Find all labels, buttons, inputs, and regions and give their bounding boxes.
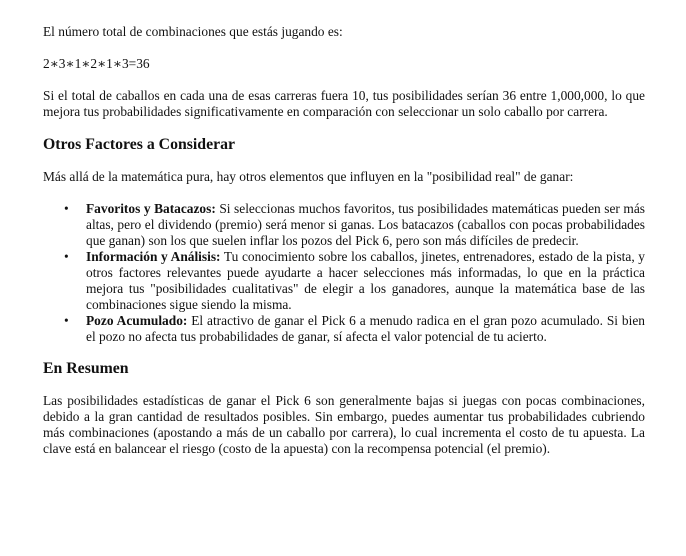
summary-paragraph: Las posibilidades estadísticas de ganar el Pick 6 son generalmente bajas si juegas con pocas combinaciones, debido a la gran cantidad de resultados posibles. Sin embargo, puedes aumentar tus probabilidades cubriendo más combinaciones (apostando a más de un caballo por carrera), lo cual incrementa el costo de tu apuesta. La clave está en balancear el riesgo (costo de la apuesta) con la recompensa potencial (el premio). — [43, 393, 645, 456]
section-heading-factors: Otros Factores a Considerar — [43, 136, 236, 153]
list-item-text: Si seleccionas muchos favoritos, tus posibilidades matemáticas pueden ser más altas, pero el dividendo (premio) será menor si ganas. Los batacazos (caballos con pocas probabilidades que ganan) son los que suelen inflar los pozos del Pick 6, pero son más difíciles de predecir. — [86, 201, 645, 248]
factors-lead-paragraph: Más allá de la matemática pura, hay otros elementos que influyen en la "posibilidad real" de ganar: — [43, 169, 574, 184]
list-item-title: Pozo Acumulado: — [86, 313, 188, 328]
list-item — [64, 313, 645, 345]
list-item-title: Información y Análisis: — [86, 249, 221, 264]
factors-list — [43, 201, 645, 345]
bullet-icon: • — [64, 201, 69, 216]
document-body — [43, 24, 645, 457]
list-item-text: Tu conocimiento sobre los caballos, jinetes, entrenadores, estado de la pista, y otros factores relevantes puede ayudarte a hacer selecciones más informadas, lo que en la práctica mejora tus "posibilidades cualitativas" de elegir a los ganadores, aunque la matemática base de las combinaciones sigue siendo la misma. — [86, 249, 646, 312]
probability-note: Si el total de caballos en cada una de esas carreras fuera 10, tus posibilidades serían 36 entre 1,000,000, lo que mejora tus probabilidades significativamente en comparación con seleccionar un solo caballo por carrera. — [43, 88, 645, 119]
list-item — [64, 249, 646, 313]
list-item-title: Favoritos y Batacazos: — [86, 201, 216, 216]
bullet-icon: • — [64, 313, 69, 328]
section-heading-summary: En Resumen — [43, 360, 129, 377]
combination-formula: 2∗3∗1∗2∗1∗3=36 — [43, 56, 150, 71]
list-item — [64, 201, 645, 249]
intro-paragraph: El número total de combinaciones que estás jugando es: — [43, 24, 343, 39]
bullet-icon: • — [64, 249, 69, 264]
list-item-text: El atractivo de ganar el Pick 6 a menudo radica en el gran pozo acumulado. Si bien el pozo no afecta tus probabilidades de ganar, sí afecta el valor potencial de tu acierto. — [86, 313, 645, 344]
